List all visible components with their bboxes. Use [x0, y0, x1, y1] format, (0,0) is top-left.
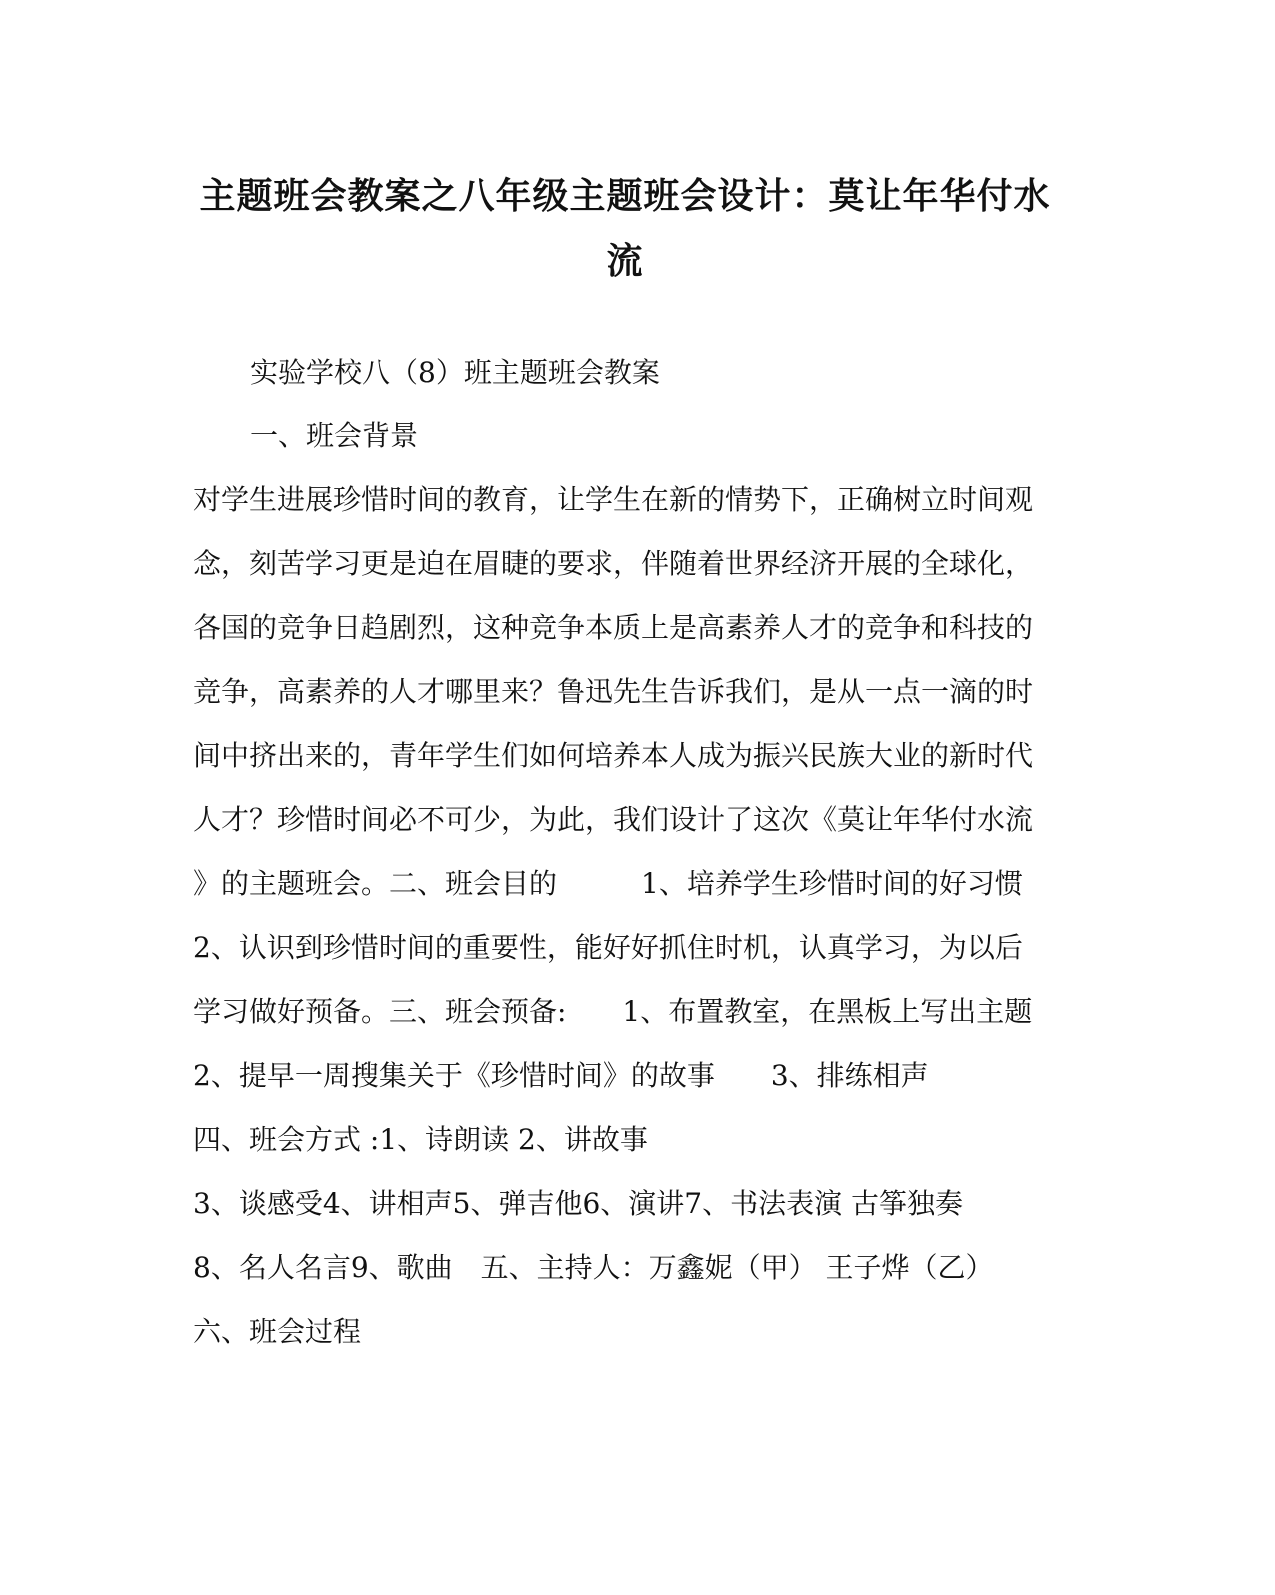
paragraph-line: 六、班会过程 [193, 1315, 362, 1348]
section-heading-background: 一、班会背景 [250, 419, 419, 452]
document-title-line-1: 主题班会教案之八年级主题班会设计：莫让年华付水 [199, 176, 1051, 217]
paragraph-line: 人才？珍惜时间必不可少，为此，我们设计了这次《莫让年华付水流 [193, 803, 1034, 836]
paragraph-line: 》的主题班会。二、班会目的 1、培养学生珍惜时间的好习惯 [193, 867, 1023, 900]
paragraph-line: 间中挤出来的，青年学生们如何培养本人成为振兴民族大业的新时代 [193, 739, 1034, 772]
paragraph-line: 3、谈感受4、讲相声5、弹吉他6、演讲7、书法表演 古筝独奏 [193, 1187, 963, 1220]
class-heading: 实验学校八（8）班主题班会教案 [250, 356, 660, 389]
paragraph-line: 各国的竞争日趋剧烈，这种竞争本质上是高素养人才的竞争和科技的 [193, 611, 1034, 644]
paragraph-line: 竞争，高素养的人才哪里来？鲁迅先生告诉我们，是从一点一滴的时 [193, 675, 1034, 708]
paragraph-line: 念，刻苦学习更是迫在眉睫的要求，伴随着世界经济开展的全球化， [193, 547, 1034, 580]
document-title-line-2: 流 [606, 241, 644, 282]
paragraph-line: 对学生进展珍惜时间的教育，让学生在新的情势下，正确树立时间观 [193, 483, 1034, 516]
paragraph-line: 四、班会方式 :1、诗朗读 2、讲故事 [193, 1123, 648, 1156]
paragraph-line: 8、名人名言9、歌曲 五、主持人：万鑫妮（甲） 王子烨（乙） [193, 1251, 994, 1284]
paragraph-line: 2、认识到珍惜时间的重要性，能好好抓住时机，认真学习，为以后 [193, 931, 1023, 964]
paragraph-line: 2、提早一周搜集关于《珍惜时间》的故事 3、排练相声 [193, 1059, 929, 1092]
paragraph-line: 学习做好预备。三、班会预备: 1、布置教室，在黑板上写出主题 [193, 995, 1033, 1028]
